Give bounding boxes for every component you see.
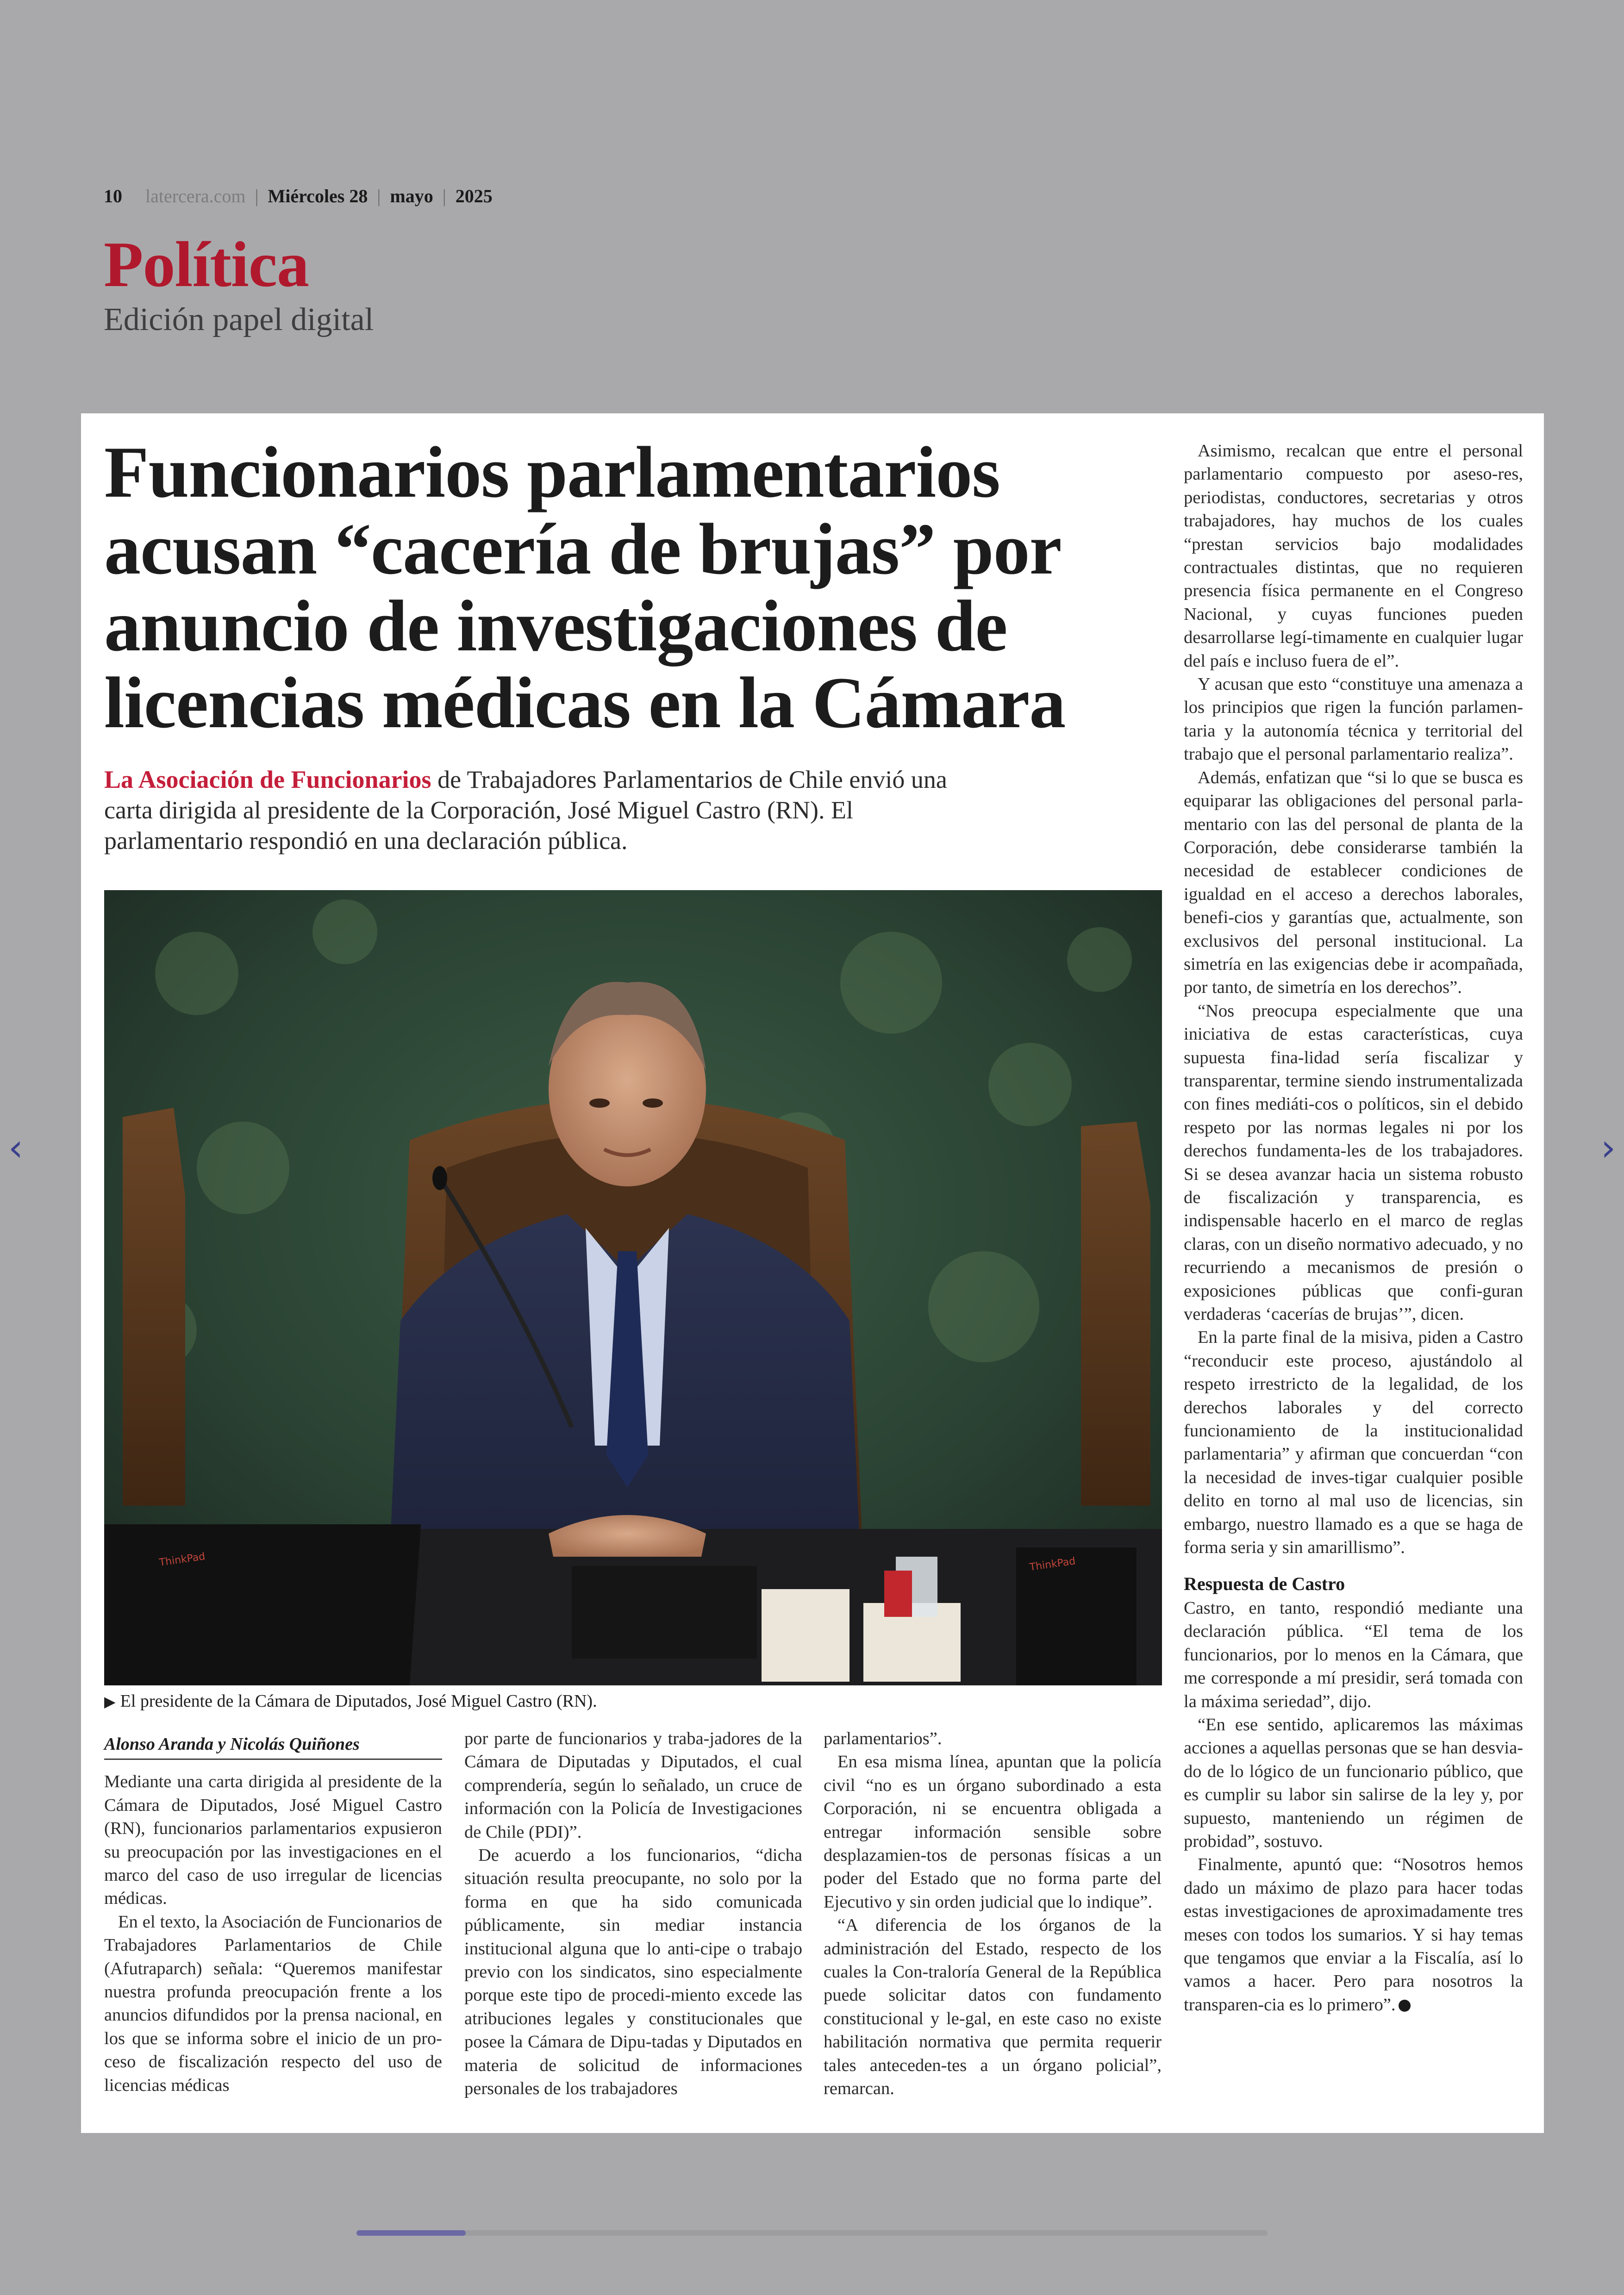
paragraph: por parte de funcionarios y traba-jadores de la Cámara de Diputadas y Diputados, el cual comprendería, según lo señalado, un cruce de información con la Policía de Investigaciones de Chile (PDI)”. [464, 1729, 802, 1842]
article-headline: Funcionarios parlamentarios acusan “cacería de brujas” por anuncio de investigaciones de licencias médicas en la Cámara [104, 432, 1066, 743]
article-column-3 [824, 1727, 1162, 2101]
date-line [104, 185, 752, 207]
article-lead [104, 764, 956, 856]
paragraph: Y acusan que esto “constituye una amenaza a los principios que rigen la función parlamen-taria y la autonomía técnica y territorial del trabajo que el personal parlamentario realiza”. [1184, 674, 1523, 764]
paragraph: En la parte final de la misiva, piden a Castro “reconducir este proceso, ajustándolo al respeto irrestricto de la legalidad, de los derechos laborales y del correcto funcionamiento de la institucionalidad parlamentaria” y afirman que concuerdan “con la necesidad de inves-tigar cualquier posible delito en torno al mal uso de licencias, sin embargo, nuestro llamado es a que se haga de forma seria y sin amarillismo”. [1184, 1328, 1523, 1558]
byline: Alonso Aranda y Nicolás Quiñones [104, 1733, 442, 1760]
photo-label-left: ThinkPad [158, 1551, 206, 1569]
page-number: 10 [104, 186, 122, 206]
photo-label-right: ThinkPad [1029, 1555, 1076, 1573]
photo-illustration [104, 890, 1162, 1685]
article-column-2 [464, 1727, 802, 2101]
paragraph: Asimismo, recalcan que entre el personal parlamentario compuesto por aseso-res, periodistas, conductores, secretarias y otros trabajadores, hay muchos de los cuales “prestan servicios bajo modalidades contractuales distintas, que no requieren presencia física permanente en el Congreso Nacional, y cuyas funciones pueden desarrollarse legí-timamente en cualquier lugar del país e incluso fuera de el”. [1184, 441, 1523, 671]
end-mark-icon [1399, 2000, 1411, 2012]
paragraph: “Nos preocupa especialmente que una iniciativa de estas características, cuya supuesta fina-lidad sería fiscalizar y transparentar, termine siendo instrumentalizada con fines mediáti-cos o políticos, sin el debido respeto por las normas legales ni por los derechos fundamenta-les de los trabajadores. Si se desea avanzar hacia un sistema robusto de fiscalización y transparencia, es indispensable hacerlo en el marco de reglas claras, con un diseño normativo adecuado, y no recurriendo a mecanismos de presión o exposiciones públicas que confi-guran verdaderas ‘cacerías de brujas’”, dicen. [1184, 1001, 1523, 1324]
lead-text: de Trabajadores Parlamentarios de Chile envió una carta dirigida al presidente de la Corporación, José Miguel Castro (RN). El parlamentario respondió en una declaración pública. [104, 766, 947, 854]
paragraph: Mediante una carta dirigida al presidente de la Cámara de Diputados, José Miguel Castro (RN), funcionarios parlamentarios expusieron su preocupación por las investigaciones en el marco del caso de uso irregular de licencias médicas. [104, 1772, 442, 1908]
separator: | [255, 186, 259, 206]
page-progress-bar[interactable] [356, 2230, 1268, 2236]
paragraph: Además, enfatizan que “si lo que se busca es equiparar las obligaciones del personal parla-mentario con las del personal de planta de la Corporación, debe considerarse también la necesidad de establecer condiciones de igualdad en el acceso a derechos laborales, benefi-cios y garantías que, actualmente, son exclusivos del personal institucional. La simetría en las exigencias debe ir acompañada, por tanto, de simetría en los derechos”. [1184, 767, 1523, 998]
date-day: Miércoles 28 [268, 186, 368, 206]
separator: | [442, 186, 446, 206]
chevron-right-icon[interactable]: › [1601, 1126, 1616, 1169]
paragraph: “A diferencia de los órganos de la administración del Estado, respecto de los cuales la Con-traloría General de la República puede solicitar datos con fundamento constitucional y le-gal, en este caso no existe habilitación normativa que permita requerir tales anteceden-tes a un órgano policial”, remarcan. [824, 1915, 1162, 2099]
caption-text: El presidente de la Cámara de Diputados, José Miguel Castro (RN). [120, 1691, 597, 1711]
article-column-4 [1184, 439, 1523, 2016]
paragraph: En esa misma línea, apuntan que la policía civil “no es un órgano subordinado a esta Corporación, ni se encuentra obligada a entregar información sensible sobre desplazamien-tos de personas físicas a un poder del Estado que no forma parte del Ejecutivo y sin orden judicial que lo indique”. [824, 1752, 1162, 1912]
paragraph [1184, 1853, 1523, 2016]
lead-highlight: La Asociación de Funcionarios [104, 766, 431, 793]
article-column-1 [104, 1733, 442, 2097]
separator: | [377, 186, 381, 206]
page-progress-thumb[interactable] [356, 2230, 466, 2236]
paragraph: Castro, en tanto, respondió mediante una declaración pública. “El tema de los funcionarios, por lo menos en la Cámara, que me corresponde a mí presidir, será tomada con la máxima seriedad”, dijo. [1184, 1598, 1523, 1711]
article-photo [104, 890, 1162, 1685]
section-subtitle: Edición papel digital [104, 302, 374, 337]
photo-caption [104, 1690, 1162, 1713]
subheading: Respuesta de Castro [1184, 1573, 1345, 1594]
chevron-left-icon[interactable]: ‹ [8, 1126, 23, 1169]
newspaper-page [81, 413, 1544, 2133]
caption-triangle-icon: ▶ [104, 1693, 116, 1710]
paragraph: En el texto, la Asociación de Funcionarios de Trabajadores Parlamentarios de Chile (Afutraparch) señala: “Queremos manifestar nuestra profunda preocupación frente a los anuncios difundidos por la prensa nacional, en los que se informa sobre el inicio de un pro-ceso de fiscalización respecto del uso de licencias médicas [104, 1912, 442, 2095]
paragraph: parlamentarios”. [824, 1729, 942, 1748]
date-year: 2025 [455, 186, 493, 206]
paragraph: De acuerdo a los funcionarios, “dicha situación resulta preocupante, no solo por la forma en que ha sido comunicada públicamente, sin mediar instancia institucional alguna que lo anti-cipe o trabajo previo con los sindicatos, sino especialmente porque este tipo de procedi-miento excede las atribuciones legales y constitucionales que posee la Cámara de Dipu-tadas y Diputados en materia de solicitud de informaciones personales de los trabajadores [464, 1846, 802, 2099]
paragraph-text: Finalmente, apuntó que: “Nosotros hemos dado un máximo de plazo para hacer todas estas investigaciones de aproximadamente tres meses con todos los sumarios. Y si hay temas que tengamos que enviar a la Fiscalía, así lo vamos a hacer. Pero para nosotros la transparen-cia es lo primero”. [1184, 1855, 1523, 2014]
masthead [104, 185, 752, 336]
paragraph: “En ese sentido, aplicaremos las máximas acciones a aquellas personas que se han desvia-do de lo lógico de un funcionario público, que es cumplir su labor sin salirse de la ley y, por supuesto, manteniendo un régimen de probidad”, sostuvo. [1184, 1715, 1523, 1851]
date-month: mayo [390, 186, 433, 206]
site-name: latercera.com [145, 186, 246, 206]
section-title: Política [104, 229, 309, 300]
